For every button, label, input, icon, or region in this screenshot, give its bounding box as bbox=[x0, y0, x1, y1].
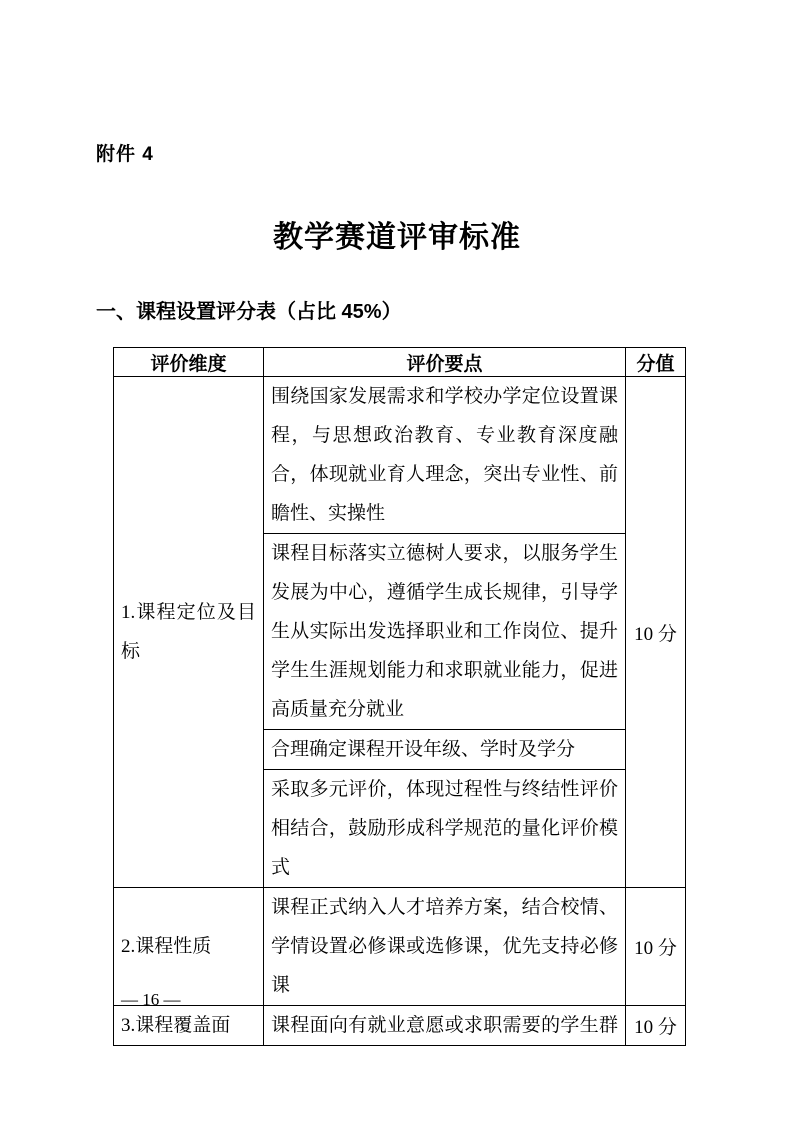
scoring-table-container bbox=[113, 347, 686, 1046]
point-cell: 围绕国家发展需求和学校办学定位设置课程，与思想政治教育、专业教育深度融合，体现就业育人理念，突出专业性、前瞻性、实操性 bbox=[264, 377, 626, 534]
table-row bbox=[114, 1006, 686, 1046]
header-dimension: 评价维度 bbox=[114, 348, 264, 377]
table-header-row bbox=[114, 348, 686, 377]
point-cell: 课程正式纳入人才培养方案，结合校情、学情设置必修课或选修课，优先支持必修课 bbox=[264, 888, 626, 1006]
header-points: 评价要点 bbox=[264, 348, 626, 377]
score-cell: 10 分 bbox=[626, 888, 686, 1006]
score-cell: 10 分 bbox=[626, 1006, 686, 1046]
point-cell: 采取多元评价，体现过程性与终结性评价相结合，鼓励形成科学规范的量化评价模式 bbox=[264, 770, 626, 888]
dimension-course-positioning: 1.课程定位及目标 bbox=[114, 377, 264, 888]
dimension-course-nature: 2.课程性质 bbox=[114, 888, 264, 1006]
header-score: 分值 bbox=[626, 348, 686, 377]
dimension-course-coverage: 3.课程覆盖面 bbox=[114, 1006, 264, 1046]
table-row bbox=[114, 888, 686, 1006]
point-cell: 课程面向有就业意愿或求职需要的学生群 bbox=[264, 1006, 626, 1046]
page-number: — 16 — bbox=[121, 990, 181, 1009]
point-cell: 课程目标落实立德树人要求，以服务学生发展为中心，遵循学生成长规律，引导学生从实际出发选择职业和工作岗位、提升学生生涯规划能力和求职就业能力，促进高质量充分就业 bbox=[264, 534, 626, 730]
section-heading: 一、课程设置评分表（占比 45%） bbox=[96, 301, 402, 323]
document-title: 教学赛道评审标准 bbox=[273, 221, 521, 254]
point-cell: 合理确定课程开设年级、学时及学分 bbox=[264, 730, 626, 770]
table-row bbox=[114, 377, 686, 534]
attachment-label: 附件 4 bbox=[96, 144, 154, 165]
score-cell: 10 分 bbox=[626, 377, 686, 888]
scoring-table bbox=[113, 347, 686, 1046]
